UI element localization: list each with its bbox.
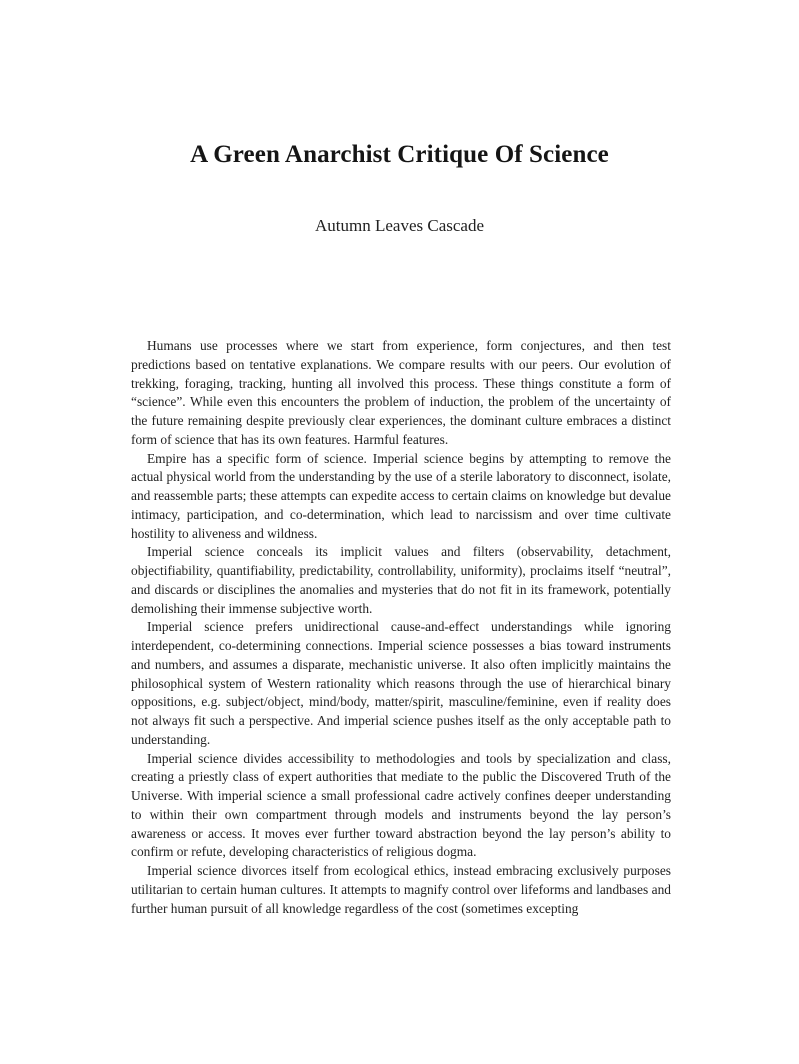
paragraph: Imperial science divides accessibility to methodologies and tools by specialization and class, creating a priestly class of expert authorities that mediate to the public the Discovered Truth of the Universe. With imperial science a small professional cadre actively confines deeper understanding to within their own compartment through models and instruments beyond the lay person’s awareness or access. It moves ever further toward abstraction beyond the lay person’s ability to confirm or refute, developing characteristics of religious dogma. <box>131 750 671 860</box>
paragraph: Imperial science prefers unidirectional cause-and-effect understandings while ignoring interdependent, co-determining connections. Imperial science possesses a bias toward instruments and numbers, and assumes a disparate, mechanistic universe. It also often implicitly maintains the philosophical system of Western rationality which reasons through the use of hierarchical binary oppositions, e.g. subject/object, mind/body, matter/spirit, masculine/feminine, even if reality does not always fit such a perspective. And imperial science pushes itself as the only acceptable path to understanding. <box>131 619 671 747</box>
paragraph: Empire has a specific form of science. Imperial science begins by attempting to remove the actual physical world from the understanding by the use of a sterile laboratory to disconnect, isolate, and reassemble parts; these attempts can expedite access to certain claims on knowledge but devalue intimacy, participation, and co-determination, which lead to narcissism and over time cultivate hostility to aliveness and wildness. <box>131 450 671 541</box>
document-author: Autumn Leaves Cascade <box>315 216 484 235</box>
paragraph: Imperial science conceals its implicit values and filters (observability, detachment, objectifiability, quantifiability, predictability, controllability, uniformity), proclaims itself “neutral”, and discards or disciplines the anomalies and mysteries that do not fit in its framework, potentially demolishing their immense subjective worth. <box>131 544 671 616</box>
paragraph: Imperial science divorces itself from ecological ethics, instead embracing exclusively purposes utilitarian to certain human cultures. It attempts to magnify control over lifeforms and landbases and further human pursuit of all knowledge regardless of the cost (sometimes excepting <box>131 863 671 916</box>
document-body <box>131 337 671 918</box>
document-title: A Green Anarchist Critique Of Science <box>190 141 609 168</box>
paragraph: Humans use processes where we start from experience, form conjectures, and then test predictions based on tentative explanations. We compare results with our peers. Our evolution of trekking, foraging, tracking, hunting all involved this process. These things constitute a form of “science”. While even this encounters the problem of induction, the problem of the uncertainty of the future remaining despite previously clear experiences, the dominant culture embraces a distinct form of science that has its own features. Harmful features. <box>131 338 671 447</box>
